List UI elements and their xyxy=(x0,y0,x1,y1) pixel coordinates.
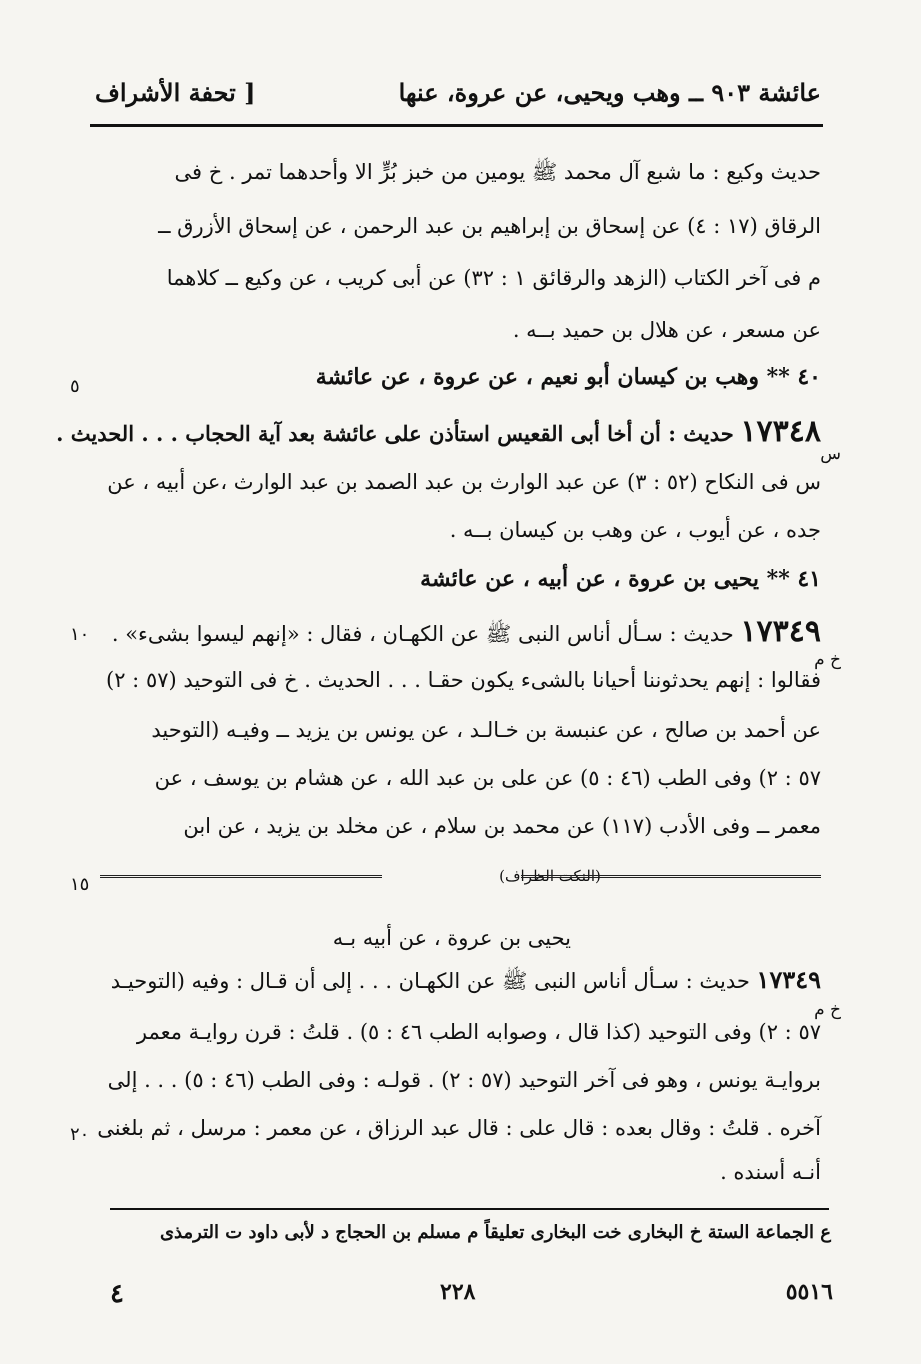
footer-record-number: ٥٥١٦ xyxy=(785,1279,833,1305)
text-line: جده ، عن أيوب ، عن وهب بن كيسان بــه . xyxy=(449,518,821,542)
margin-number: ٢٠ xyxy=(70,1124,90,1145)
volume-number: ٤ xyxy=(110,1279,124,1309)
hadith-text: حديث : سـأل أناس النبى ﷺ عن الكهـان ، فقال : «إنهم ليسوا بشىء» . xyxy=(111,622,734,646)
text-line: عن مسعر ، عن هلال بن حميد بــه . xyxy=(512,318,821,342)
hadith-number: ١٧٣٤٩ xyxy=(756,965,821,994)
margin-number: ١٥ xyxy=(70,874,90,895)
hadith-text: حديث : سـأل أناس النبى ﷺ عن الكهـان . . . إلى أن قـال : وفيه (التوحيـد xyxy=(110,969,750,993)
sigla-legend: ع الجماعة الستة خ البخارى خت البخارى تعليقاً م مسلم بن الحجاج د لأبى داود ت الترمذى xyxy=(159,1222,831,1243)
hadith-number: ١٧٣٤٩ xyxy=(740,614,821,649)
text-line: الرقاق (١٧ : ٤) عن إسحاق بن إبراهيم بن عبد الرحمن ، عن إسحاق الأزرق ــ xyxy=(158,214,821,238)
hadith-number: ١٧٣٤٨ xyxy=(740,414,821,449)
section-heading-40: ٤٠ ** وهب بن كيسان أبو نعيم ، عن عروة ، عن عائشة xyxy=(315,364,821,390)
hadith-entry-17348 xyxy=(56,414,821,450)
footnote-rule xyxy=(110,1208,829,1210)
siglum: خ م xyxy=(814,1000,841,1020)
section-heading-41: ٤١ ** يحيى بن عروة ، عن أبيه ، عن عائشة xyxy=(420,566,821,592)
hadith-entry-17349 xyxy=(96,614,821,650)
hadith-text: حديث : أن أخا أبى القعيس استأذن على عائشة بعد آية الحجاب . . . الحديث . xyxy=(56,421,734,446)
text-line: عن أحمد بن صالح ، عن عنبسة بن خـالـد ، عن يونس بن يزيد ــ وفيـه (التوحيد xyxy=(151,718,821,742)
divider-rule xyxy=(521,875,821,882)
text-line: أنـه أسنده . xyxy=(720,1160,821,1184)
text-line: بروايـة يونس ، وهو فى آخر التوحيد (٥٧ : ٢) . قولـه : وفى الطب (٤٦ : ٥) . . . إلى xyxy=(107,1068,821,1092)
siglum: س xyxy=(820,444,841,464)
header-right: عائشة ٩٠٣ ــ وهب ويحيى، عن عروة، عنها xyxy=(398,78,821,107)
text-line: حديث وكيع : ما شبع آل محمد ﷺ يومين من خبز بُرٍّ الا وأحدهما تمر . خ فى xyxy=(174,160,821,184)
margin-number: ٥ xyxy=(70,376,80,397)
text-line: فقالوا : إنهم يحدثوننا أحيانا بالشىء يكون حقـا . . . الحديث . خ فى التوحيد (٥٧ : ٢) xyxy=(106,668,821,692)
nukat-heading: يحيى بن عروة ، عن أبيه بـه xyxy=(332,926,571,950)
siglum: خ م xyxy=(814,650,841,670)
text-line: معمر ــ وفى الأدب (١١٧) عن محمد بن سلام ، عن مخلد بن يزيد ، عن ابن xyxy=(183,814,821,838)
text-line: ٥٧ : ٢) وفى الطب (٤٦ : ٥) عن على بن عبد الله ، عن هشام بن يوسف ، عن xyxy=(154,766,821,790)
page-number: ٢٢٨ xyxy=(440,1279,476,1305)
text-line: آخره . قلتُ : وقال بعده : قال على : قال عبد الرزاق ، عن معمر : مرسل ، ثم بلغنى xyxy=(97,1116,821,1140)
divider-label: (النكت الظراف) xyxy=(499,867,601,885)
nukat-entry-17349 xyxy=(96,966,821,995)
header-left: [ تحفة الأشراف xyxy=(95,78,256,107)
text-line: م فى آخر الكتاب (الزهد والرقائق ١ : ٣٢) عن أبى كريب ، عن وكيع ــ كلاهما xyxy=(166,266,821,290)
nukat-divider xyxy=(100,867,821,887)
text-line: س فى النكاح (٥٢ : ٣) عن عبد الوارث بن عبد الصمد بن عبد الوارث ،عن أبيه ، عن xyxy=(107,470,821,494)
header-rule xyxy=(90,124,823,127)
divider-rule xyxy=(100,875,382,882)
running-header xyxy=(95,78,821,118)
text-line: ٥٧ : ٢) وفى التوحيد (كذا قال ، وصوابه الطب ٤٦ : ٥) . قلتُ : قرن روايـة معمر xyxy=(136,1020,821,1044)
margin-number: ١٠ xyxy=(70,624,90,645)
